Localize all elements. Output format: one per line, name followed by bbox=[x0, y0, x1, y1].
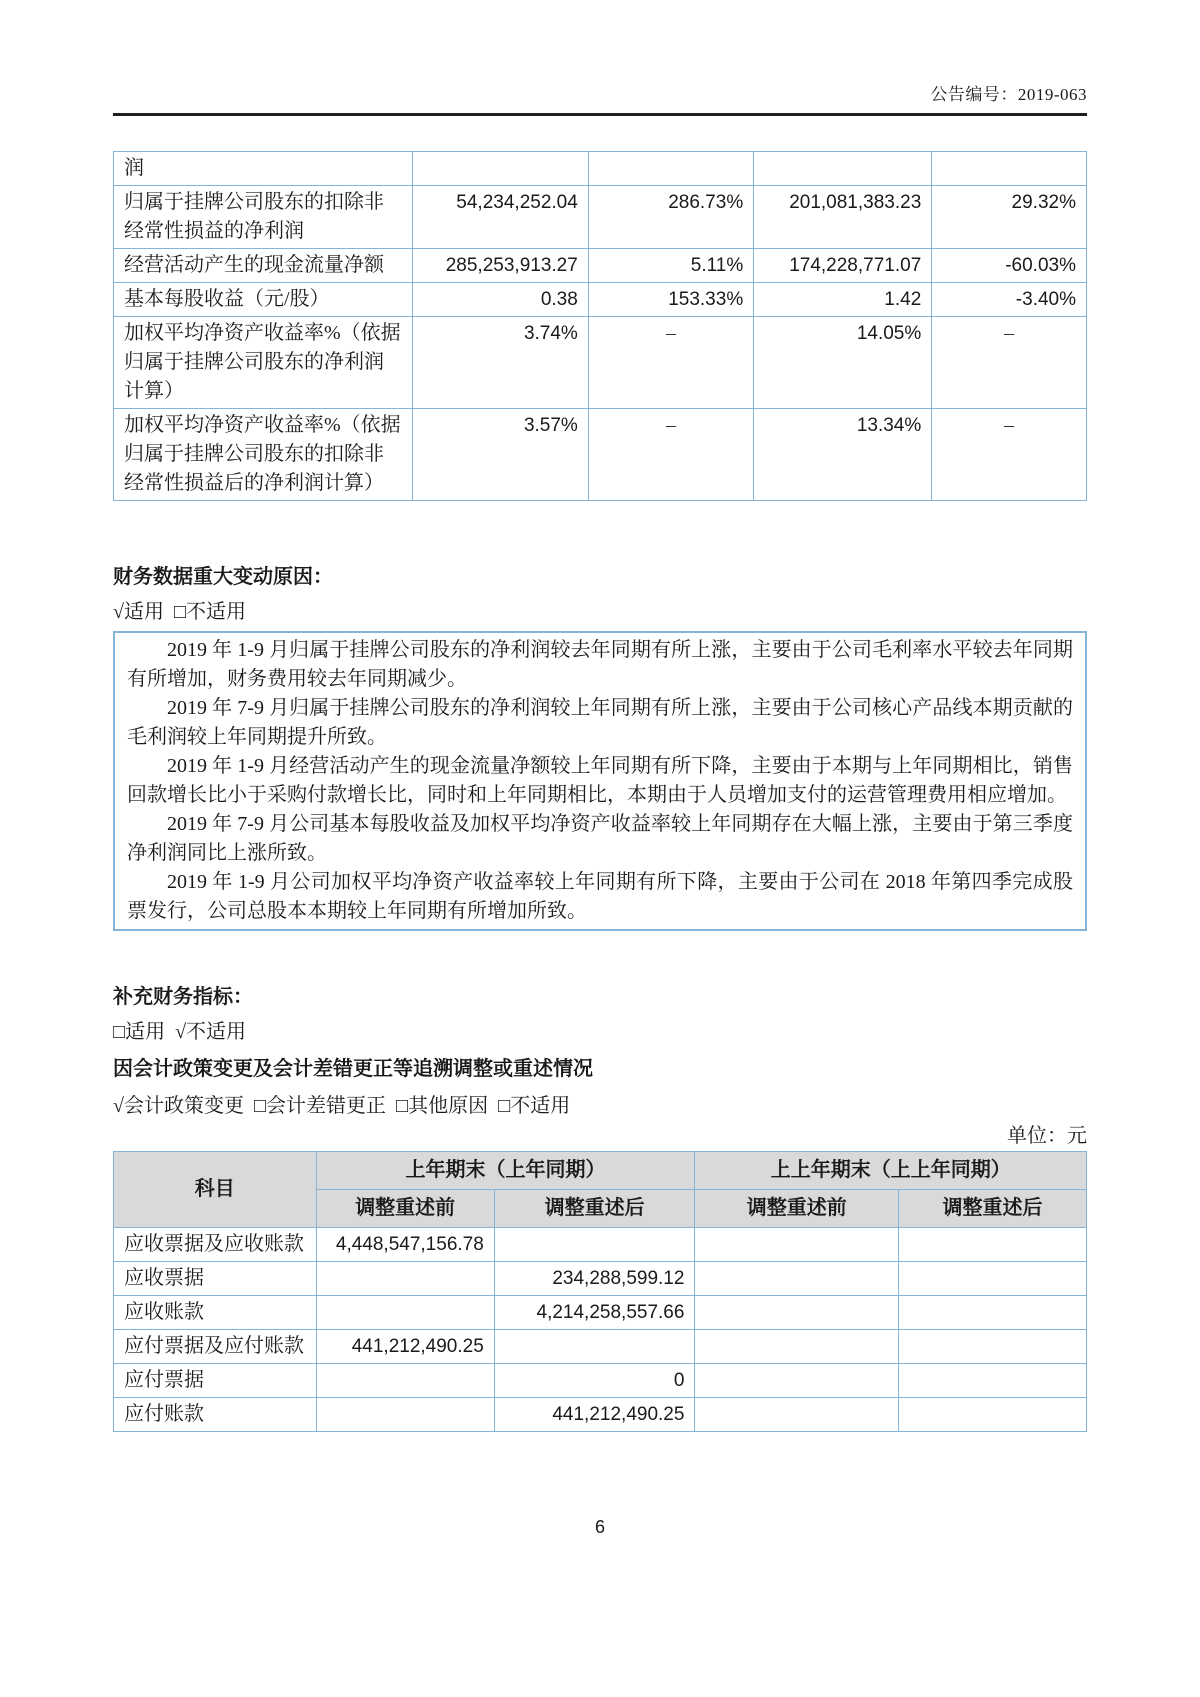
value-cell bbox=[695, 1262, 899, 1296]
value-cell bbox=[898, 1398, 1086, 1432]
reason-paragraph: 2019 年 1-9 月经营活动产生的现金流量净额较上年同期有所下降，主要由于本期与上年同期相比，销售回款增长比小于采购付款增长比，同时和上年同期相比，本期由于人员增加支付的运营管理费用相应增加。 bbox=[127, 755, 1073, 806]
value-cell: – bbox=[588, 317, 753, 409]
value-cell bbox=[588, 152, 753, 186]
value-cell: 285,253,913.27 bbox=[412, 249, 588, 283]
value-cell bbox=[695, 1398, 899, 1432]
value-cell: 54,234,252.04 bbox=[412, 186, 588, 249]
value-cell: 4,448,547,156.78 bbox=[316, 1228, 494, 1262]
sub-column-header: 调整重述后 bbox=[898, 1190, 1086, 1228]
table-row bbox=[114, 1228, 1087, 1262]
value-cell bbox=[494, 1228, 695, 1262]
value-cell: – bbox=[932, 317, 1087, 409]
value-cell bbox=[412, 152, 588, 186]
table-row bbox=[114, 249, 1087, 283]
value-cell: 286.73% bbox=[588, 186, 753, 249]
financial-change-reasons-heading: 财务数据重大变动原因： bbox=[113, 566, 333, 588]
value-cell bbox=[898, 1330, 1086, 1364]
value-cell: 201,081,383.23 bbox=[754, 186, 932, 249]
prior-year-group-header: 上年期末（上年同期） bbox=[316, 1152, 695, 1190]
sub-column-header: 调整重述前 bbox=[695, 1190, 899, 1228]
value-cell bbox=[494, 1330, 695, 1364]
value-cell: -3.40% bbox=[932, 283, 1087, 317]
table-row bbox=[114, 1262, 1087, 1296]
value-cell bbox=[754, 152, 932, 186]
value-cell bbox=[695, 1330, 899, 1364]
row-label-cell: 应付账款 bbox=[114, 1398, 317, 1432]
sub-column-header: 调整重述前 bbox=[316, 1190, 494, 1228]
supplement-applicability-checkboxes: □适用 √不适用 bbox=[113, 1021, 247, 1043]
table-row bbox=[114, 1364, 1087, 1398]
value-cell: 14.05% bbox=[754, 317, 932, 409]
reason-paragraph: 2019 年 7-9 月归属于挂牌公司股东的净利润较上年同期有所上涨，主要由于公司核心产品线本期贡献的毛利润较上年同期提升所致。 bbox=[127, 697, 1073, 748]
value-cell: 13.34% bbox=[754, 409, 932, 501]
supplementary-indicators-heading: 补充财务指标： bbox=[113, 986, 253, 1008]
subject-column-header: 科目 bbox=[114, 1152, 317, 1228]
value-cell bbox=[316, 1296, 494, 1330]
key-financial-indicators-table bbox=[113, 151, 1087, 501]
reason-paragraph: 2019 年 1-9 月公司加权平均净资产收益率较上年同期有所下降，主要由于公司在 2018 年第四季完成股票发行，公司总股本本期较上年同期有所增加所致。 bbox=[127, 871, 1073, 922]
value-cell: 0 bbox=[494, 1364, 695, 1398]
value-cell: 29.32% bbox=[932, 186, 1087, 249]
restatement-adjustment-table bbox=[113, 1151, 1087, 1432]
row-label-cell: 加权平均净资产收益率%（依据归属于挂牌公司股东的扣除非经常性损益后的净利润计算） bbox=[114, 409, 413, 501]
value-cell: 0.38 bbox=[412, 283, 588, 317]
value-cell bbox=[695, 1228, 899, 1262]
table-row bbox=[114, 317, 1087, 409]
value-cell bbox=[316, 1398, 494, 1432]
value-cell bbox=[898, 1228, 1086, 1262]
row-label-cell: 应付票据 bbox=[114, 1364, 317, 1398]
value-cell: – bbox=[932, 409, 1087, 501]
reason-paragraph: 2019 年 1-9 月归属于挂牌公司股东的净利润较去年同期有所上涨，主要由于公司毛利率水平较去年同期有所增加，财务费用较去年同期减少。 bbox=[127, 639, 1073, 690]
reasons-text-box bbox=[113, 631, 1087, 931]
value-cell bbox=[316, 1364, 494, 1398]
table-row bbox=[114, 409, 1087, 501]
value-cell: 4,214,258,557.66 bbox=[494, 1296, 695, 1330]
row-label-cell: 应收账款 bbox=[114, 1296, 317, 1330]
table-row bbox=[114, 1296, 1087, 1330]
announcement-number: 公告编号：2019-063 bbox=[930, 85, 1087, 104]
value-cell: 1.42 bbox=[754, 283, 932, 317]
row-label-cell: 基本每股收益（元/股） bbox=[114, 283, 413, 317]
value-cell bbox=[898, 1262, 1086, 1296]
value-cell bbox=[695, 1296, 899, 1330]
table-row bbox=[114, 1330, 1087, 1364]
value-cell: 174,228,771.07 bbox=[754, 249, 932, 283]
table-row bbox=[114, 1398, 1087, 1432]
header-rule bbox=[113, 113, 1087, 116]
reason-paragraph: 2019 年 7-9 月公司基本每股收益及加权平均净资产收益率较上年同期存在大幅上涨，主要由于第三季度净利润同比上涨所致。 bbox=[127, 813, 1073, 864]
row-label-cell: 润 bbox=[114, 152, 413, 186]
value-cell: 3.57% bbox=[412, 409, 588, 501]
sub-column-header: 调整重述后 bbox=[494, 1190, 695, 1228]
row-label-cell: 应付票据及应付账款 bbox=[114, 1330, 317, 1364]
table-row bbox=[114, 152, 1087, 186]
value-cell: 5.11% bbox=[588, 249, 753, 283]
value-cell bbox=[898, 1296, 1086, 1330]
table-row bbox=[114, 186, 1087, 249]
row-label-cell: 加权平均净资产收益率%（依据归属于挂牌公司股东的净利润计算） bbox=[114, 317, 413, 409]
table-header-row bbox=[114, 1152, 1087, 1190]
value-cell: 3.74% bbox=[412, 317, 588, 409]
value-cell bbox=[898, 1364, 1086, 1398]
restatement-situation-heading: 因会计政策变更及会计差错更正等追溯调整或重述情况 bbox=[113, 1058, 593, 1080]
year-before-prior-group-header: 上上年期末（上上年同期） bbox=[695, 1152, 1087, 1190]
value-cell bbox=[932, 152, 1087, 186]
value-cell bbox=[695, 1364, 899, 1398]
row-label-cell: 应收票据 bbox=[114, 1262, 317, 1296]
restatement-option-checkboxes: √会计政策变更 □会计差错更正 □其他原因 □不适用 bbox=[113, 1095, 571, 1117]
unit-label: 单位：元 bbox=[1007, 1125, 1087, 1147]
table-row bbox=[114, 283, 1087, 317]
value-cell: -60.03% bbox=[932, 249, 1087, 283]
value-cell: 441,212,490.25 bbox=[316, 1330, 494, 1364]
page-number: 6 bbox=[594, 1517, 605, 1537]
value-cell: 441,212,490.25 bbox=[494, 1398, 695, 1432]
value-cell: 234,288,599.12 bbox=[494, 1262, 695, 1296]
value-cell: – bbox=[588, 409, 753, 501]
row-label-cell: 经营活动产生的现金流量净额 bbox=[114, 249, 413, 283]
value-cell: 153.33% bbox=[588, 283, 753, 317]
reasons-applicability-checkboxes: √适用 □不适用 bbox=[113, 601, 247, 623]
row-label-cell: 应收票据及应收账款 bbox=[114, 1228, 317, 1262]
row-label-cell: 归属于挂牌公司股东的扣除非经常性损益的净利润 bbox=[114, 186, 413, 249]
value-cell bbox=[316, 1262, 494, 1296]
